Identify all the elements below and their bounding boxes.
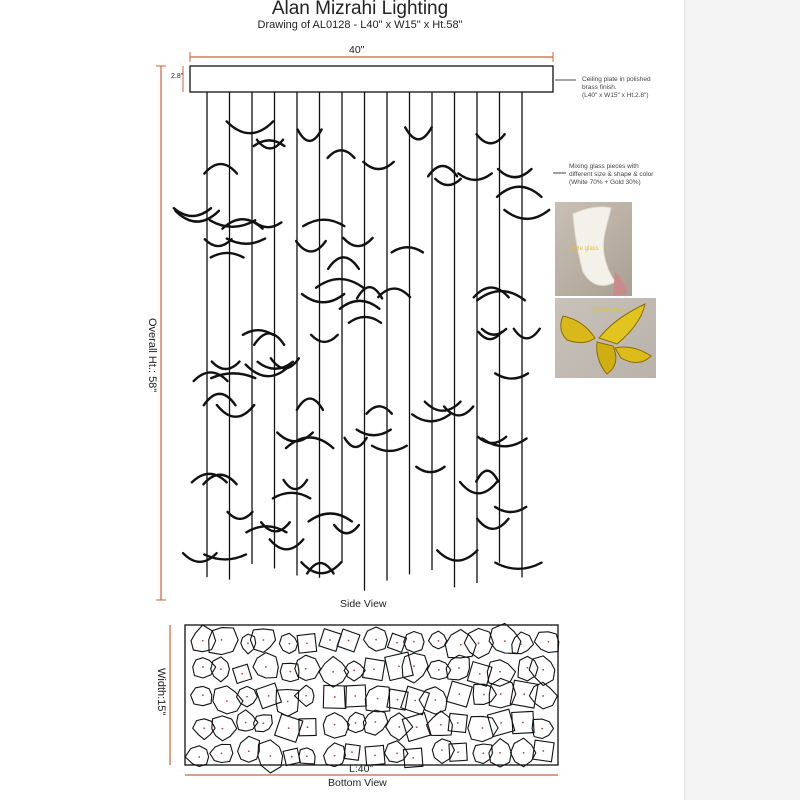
suspension-point	[198, 756, 200, 758]
suspension-point	[482, 752, 484, 754]
suspension-point	[523, 752, 525, 754]
suspension-point	[377, 698, 379, 700]
glass-pieces-note: Mixing glass pieces with different size & shape & color (White 70% + Gold 30%)	[569, 163, 654, 186]
suspension-point	[307, 726, 309, 728]
suspension-point	[248, 750, 250, 752]
suspension-point	[245, 722, 247, 724]
suspension-point	[263, 639, 265, 641]
suspension-point	[305, 668, 307, 670]
suspension-point	[541, 728, 543, 730]
suspension-point	[434, 699, 436, 701]
suspension-point	[291, 756, 293, 758]
suspension-point	[548, 641, 550, 643]
suspension-point	[288, 643, 290, 645]
overall-height-label: Overall Ht.: 58"	[146, 318, 158, 393]
bottom-width-label: Width:15"	[155, 668, 167, 716]
suspension-point	[479, 673, 481, 675]
suspension-point	[413, 665, 415, 667]
suspension-point	[270, 755, 272, 757]
suspension-point	[527, 667, 529, 669]
suspension-point	[220, 668, 222, 670]
suspension-point	[247, 642, 249, 644]
suspension-point	[542, 669, 544, 671]
page-title: Alan Mizrahi Lighting	[271, 0, 449, 19]
suspension-point	[306, 642, 308, 644]
suspension-point	[265, 666, 267, 668]
suspension-point	[354, 695, 356, 697]
suspension-point	[441, 749, 443, 751]
suspension-point	[226, 700, 228, 702]
suspension-point	[222, 728, 224, 730]
white-glass-caption: white glass	[569, 246, 599, 252]
suspension-point	[351, 751, 353, 753]
suspension-point	[288, 727, 290, 729]
plate-height-label: 2.8"	[171, 73, 184, 80]
suspension-point	[374, 754, 376, 756]
suspension-point	[306, 755, 308, 757]
suspension-point	[398, 726, 400, 728]
suspension-point	[305, 695, 307, 697]
suspension-point	[504, 640, 506, 642]
suspension-point	[396, 752, 398, 754]
suspension-point	[440, 724, 442, 726]
suspension-point	[438, 640, 440, 642]
width-dimension-label: 40"	[349, 44, 365, 56]
suspension-point	[499, 752, 501, 754]
suspension-point	[438, 669, 440, 671]
suspension-point	[246, 696, 248, 698]
suspension-point	[457, 722, 459, 724]
suspension-point	[414, 700, 416, 702]
bottom-length-label: L:40"	[349, 763, 374, 775]
suspension-point	[500, 722, 502, 724]
suspension-point	[203, 727, 205, 729]
suspension-point	[241, 673, 243, 675]
suspension-point	[500, 693, 502, 695]
suspension-point	[520, 643, 522, 645]
suspension-point	[221, 639, 223, 641]
suspension-point	[353, 669, 355, 671]
suspension-point	[332, 671, 334, 673]
suspension-point	[542, 750, 544, 752]
bottom-view-outline	[185, 625, 558, 765]
bottom-view-label: Bottom View	[328, 777, 387, 789]
suspension-point	[522, 722, 524, 724]
suspension-point	[499, 671, 501, 673]
suspension-point	[398, 665, 400, 667]
suspension-point	[348, 640, 350, 642]
side-view-label: Side View	[340, 598, 387, 610]
suspension-point	[221, 752, 223, 754]
suspension-point	[412, 757, 414, 759]
suspension-point	[375, 639, 377, 641]
suspension-point	[458, 693, 460, 695]
suspension-point	[413, 641, 415, 643]
suspension-point	[373, 668, 375, 670]
suspension-point	[482, 727, 484, 729]
suspension-point	[457, 751, 459, 753]
suspension-point	[202, 640, 204, 642]
drawing-subtitle: Drawing of AL0128 - L40" x W15" x Ht.58"	[257, 19, 463, 31]
suspension-point	[458, 667, 460, 669]
suspension-point	[334, 696, 336, 698]
ceiling-plate-note: Ceiling plate in polished brass finish. (L40" x W15" x Ht.2.8")	[582, 76, 651, 99]
suspension-point	[523, 693, 525, 695]
suspension-point	[542, 695, 544, 697]
suspension-point	[329, 639, 331, 641]
golden-glass-caption: golden glass	[591, 307, 625, 313]
suspension-point	[289, 671, 291, 673]
suspension-point	[460, 644, 462, 646]
suspension-point	[355, 722, 357, 724]
suspension-point	[202, 666, 204, 668]
suspension-point	[334, 724, 336, 726]
suspension-point	[202, 694, 204, 696]
suspension-point	[483, 694, 485, 696]
suspension-point	[268, 695, 270, 697]
suspension-point	[397, 699, 399, 701]
suspension-point	[416, 726, 418, 728]
suspension-point	[478, 642, 480, 644]
suspension-point	[374, 721, 376, 723]
suspension-point	[396, 642, 398, 644]
suspension-point	[287, 701, 289, 703]
suspension-point	[262, 722, 264, 724]
suspension-point	[334, 755, 336, 757]
